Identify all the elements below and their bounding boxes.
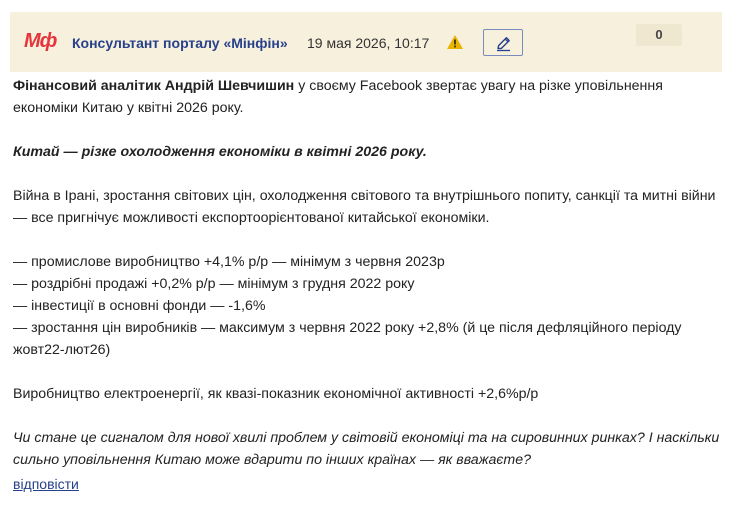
post-body xyxy=(13,75,728,496)
intro-author: Фінансовий аналітик Андрій Шевчишин xyxy=(13,78,295,94)
post-heading: Китай — різке охолодження економіки в квітні 2026 року. xyxy=(13,144,427,160)
post-header xyxy=(10,12,722,72)
paragraph-2: Виробництво електроенергії, як квазі-показник економічної активності +2,6%р/р xyxy=(13,386,539,402)
question-paragraph: Чи стане це сигналом для нової хвилі проблем у світовій економіці та на сировинних ринках? І наскільки сильно уповільнення Китаю може вдарити по інших країнах — як вважаєте? xyxy=(13,430,720,468)
pencil-icon xyxy=(495,35,512,52)
rating-count: 0 xyxy=(636,24,682,46)
minfin-logo: Мф xyxy=(24,30,57,52)
paragraph-1: Війна в Ірані, зростання світових цін, охолодження світового та внутрішнього попиту, санкції та митні війни — все пригнічує можливості експортоорієнтованої китайської економіки. xyxy=(13,188,716,226)
intro-text: у своєму Facebook звертає увагу на різке уповільнення економіки Китаю у квітні 2026 року. xyxy=(13,78,663,116)
post-datetime: 19 мая 2026, 10:17 xyxy=(307,35,430,51)
warning-triangle-icon[interactable] xyxy=(446,34,464,50)
author-link[interactable]: Консультант порталу «Мінфін» xyxy=(72,35,288,51)
edit-button[interactable] xyxy=(483,29,523,56)
list-item: — промислове виробництво +4,1% р/р — мінімум з червня 2023р xyxy=(13,254,445,270)
list-item: — інвестиції в основні фонди — -1,6% xyxy=(13,298,266,314)
list-item: — зростання цін виробників — максимум з червня 2022 року +2,8% (й це після дефляційного періоду жовт22-лют26) xyxy=(13,320,682,358)
list-item: — роздрібні продажі +0,2% р/р — мінімум з грудня 2022 року xyxy=(13,276,415,292)
reply-link[interactable]: відповісти xyxy=(13,476,79,492)
intro-paragraph xyxy=(13,75,728,119)
